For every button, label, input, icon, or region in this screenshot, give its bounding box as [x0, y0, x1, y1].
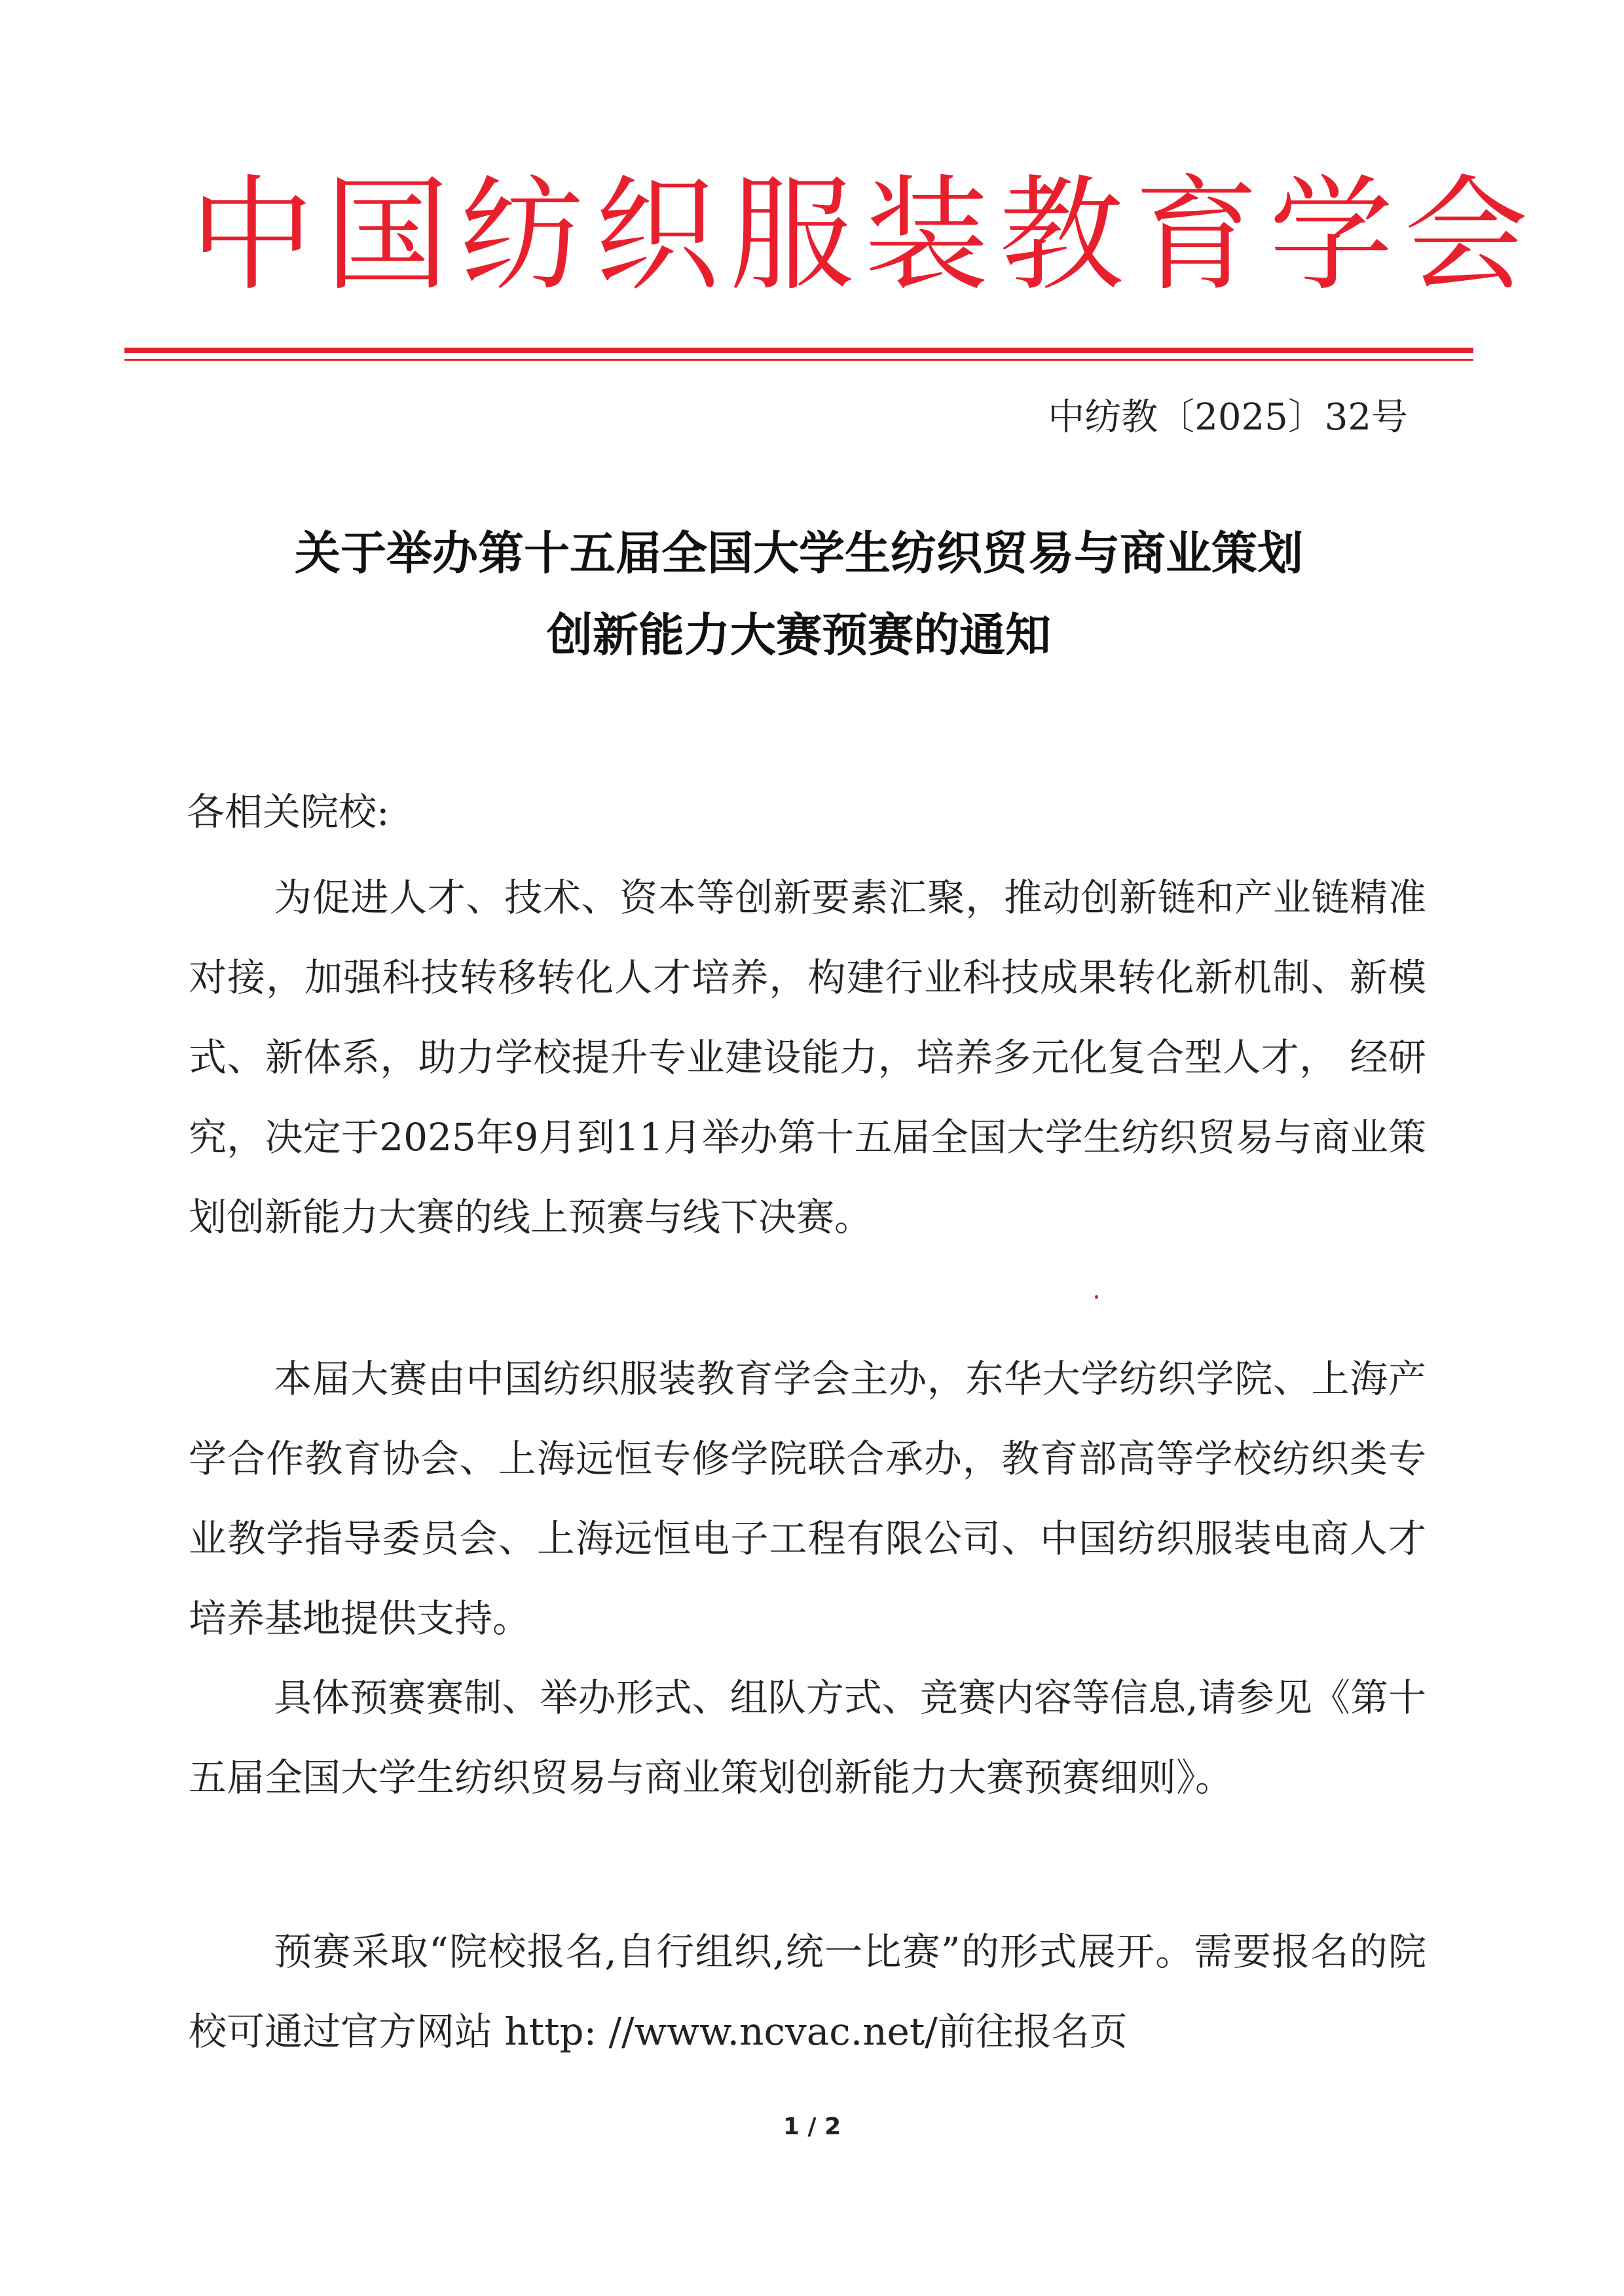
letterhead-divider-thick [124, 348, 1473, 353]
scan-speck [1095, 1295, 1098, 1299]
body-paragraph-3: 具体预赛赛制、举办形式、组队方式、竞赛内容等信息,请参见《第十五届全国大学生纺织贸易与商业策划创新能力大赛预赛细则》。 [189, 1675, 1426, 1800]
body-paragraph-4: 预赛采取“院校报名,自行组织,统一比赛”的形式展开。需要报名的院校可通过官方网站 http: //www.ncvac.net/前往报名页 [189, 1929, 1426, 2054]
letterhead-org-name: 中国纺织服装教育学会 [190, 163, 1540, 308]
document-number: 中纺教〔2025〕32号 [1048, 396, 1408, 439]
letterhead-divider-thin [124, 359, 1473, 361]
page-indicator: 1 / 2 [783, 2113, 841, 2140]
document-title-line-2: 创新能力大赛预赛的通知 [547, 608, 1051, 662]
salutation: 各相关院校: [187, 790, 390, 834]
document-title-line-1: 关于举办第十五届全国大学生纺织贸易与商业策划 [295, 526, 1303, 580]
body-paragraph-1: 为促进人才、技术、资本等创新要素汇聚，推动创新链和产业链精准对接，加强科技转移转化人才培养，构建行业科技成果转化新机制、新模式、新体系，助力学校提升专业建设能力，培养多元化复合型人才， 经研究，决定于2025年9月到11月举办第十五届全国大学生纺织贸易与商业策划创新能力大赛的线上预赛与线下决赛。 [189, 875, 1426, 1239]
body-paragraph-2: 本届大赛由中国纺织服装教育学会主办，东华大学纺织学院、上海产学合作教育协会、上海远恒专修学院联合承办，教育部高等学校纺织类专业教学指导委员会、上海远恒电子工程有限公司、中国纺织服装电商人才培养基地提供支持。 [189, 1357, 1426, 1641]
